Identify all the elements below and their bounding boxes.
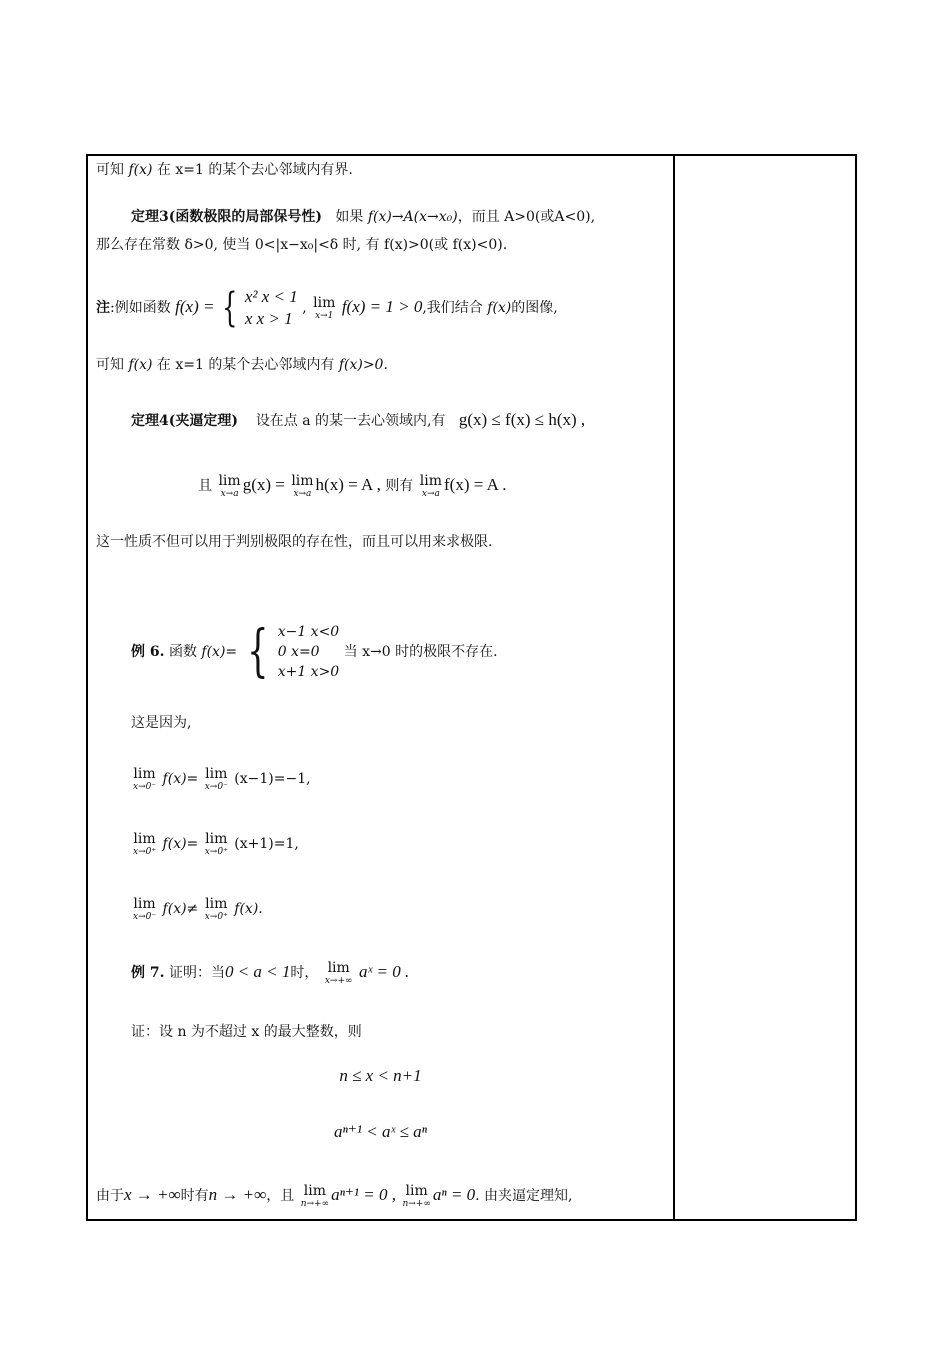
example-7: 例 7. 证明：当0 < a < 1时， lim x→+∞ aˣ = 0 . [131,959,410,986]
theorem-3-line2: 那么存在常数 δ>0, 使当 0<|x−x₀|<δ 时, 有 f(x)>0(或 f(x)<0). [96,237,508,253]
example-6: 例 6. 函数 f(x)= { x−1 x<0 0 x=0 x+1 x>0 当 x→0 时的极限不存在. [131,619,498,684]
theorem-4-line2: 且 lim x→a g(x) = lim x→a h(x) = A , 则有 lim x→a f(x) = A . [198,472,507,499]
column-divider [673,156,675,1219]
inequality-n-x: n ≤ x < n+1 [339,1066,422,1085]
conclusion-line: 由于x → +∞时有n → +∞，且 lim n→+∞ aⁿ⁺¹ = 0 , lim n→+∞ aⁿ = 0. 由夹逼定理知, [96,1182,573,1209]
property-remark: 这一性质不但可以用于判别极限的存在性，而且可以用来求极限. [96,534,493,550]
theorem-4-title: 定理4(夹逼定理) [131,413,238,429]
content-table [86,154,857,1221]
proof-start: 证：设 n 为不超过 x 的最大整数，则 [131,1024,362,1040]
because-text: 这是因为, [131,715,192,731]
left-limit-equation: lim x→0⁻ f(x)= lim x→0⁻ (x−1)=−1, [133,765,311,792]
limits-unequal: lim x→0⁻ f(x)≠ lim x→0⁺ f(x). [133,895,263,922]
note-example: 注:例如函数 f(x) = { x² x < 1 x x > 1 , lim x→1 f(x) = 1 > 0,我们结合 f(x)的图像, [96,285,558,331]
theorem-3-line1: 定理3(函数极限的局部保号性) 如果 f(x)→A(x→x₀)，而且 A>0(或A<0), [131,209,596,225]
inequality-powers: aⁿ⁺¹ < aˣ ≤ aⁿ [334,1122,427,1141]
positive-statement: 可知 f(x) 在 x=1 的某个去心邻域内有 f(x)>0. [96,357,388,373]
theorem-3-title: 定理3(函数极限的局部保号性) [131,209,322,225]
bounded-statement: 可知 f(x) 在 x=1 的某个去心邻域内有界. [96,162,353,178]
theorem-4-line1: 定理4(夹逼定理) 设在点 a 的某一去心领域内,有 g(x) ≤ f(x) ≤ h(x) , [131,410,586,429]
right-limit-equation: lim x→0⁺ f(x)= lim x→0⁺ (x+1)=1, [133,830,299,857]
